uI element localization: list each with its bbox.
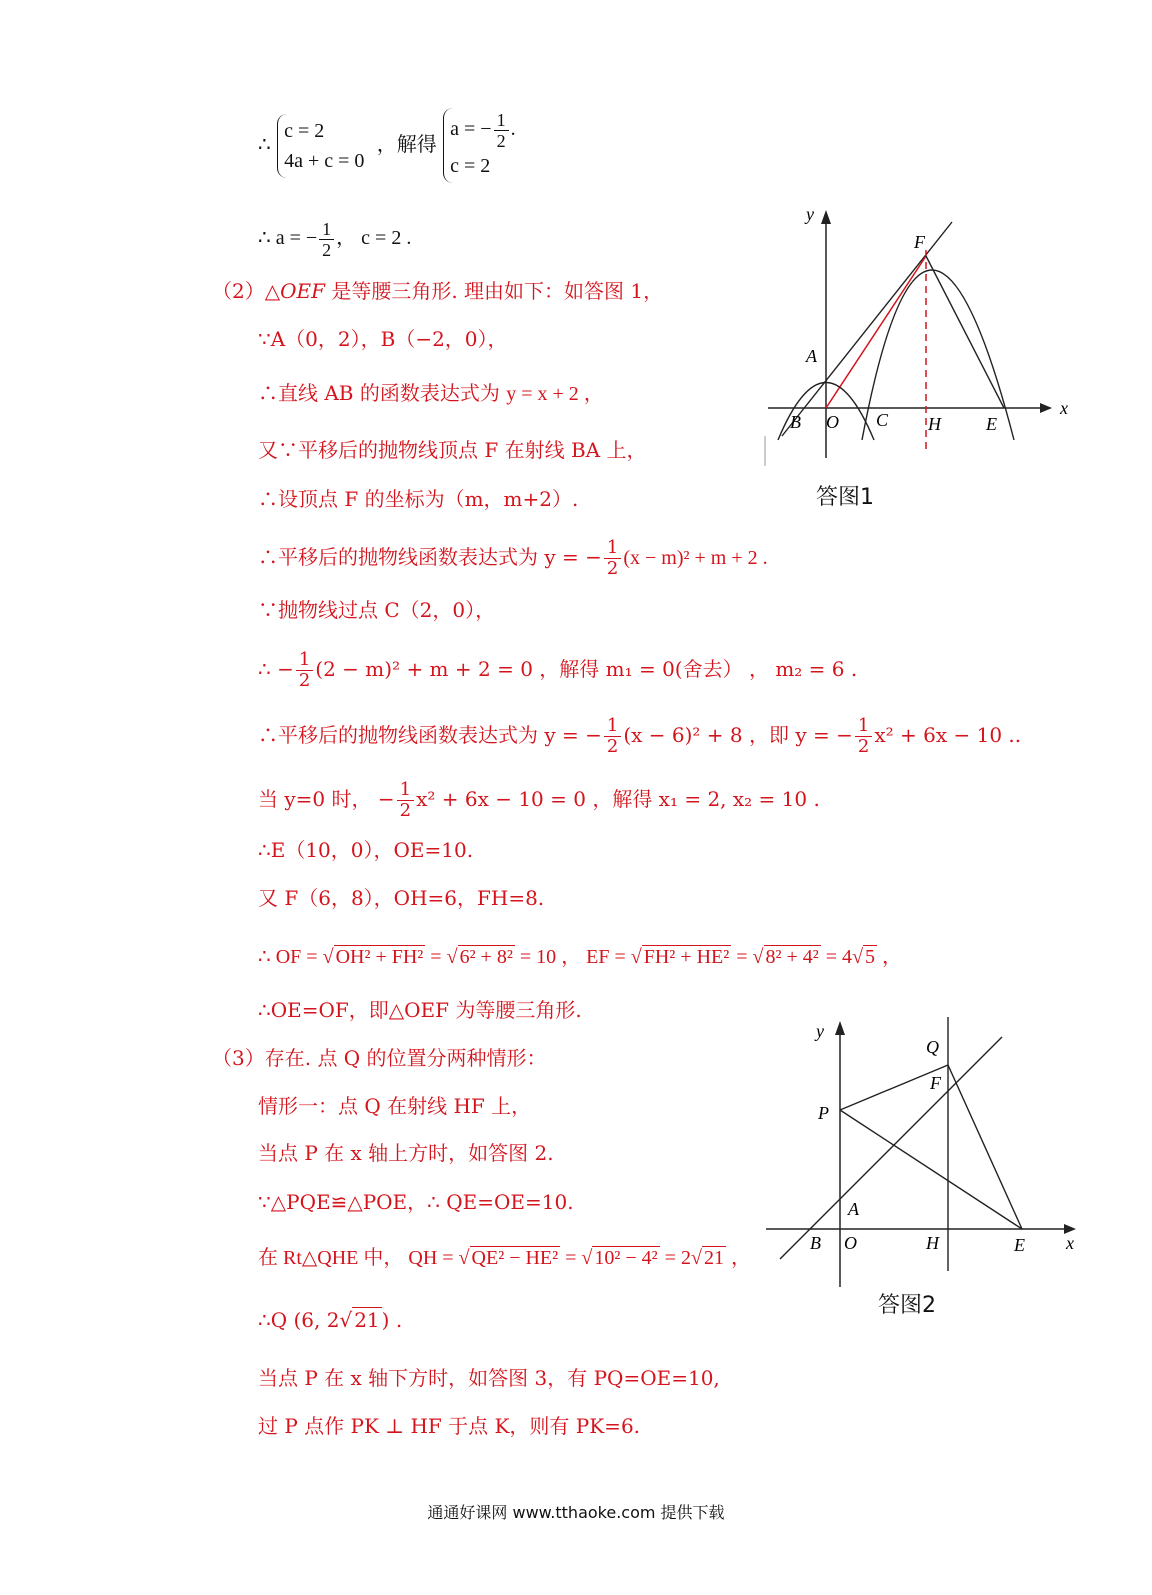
line-isosceles: ∴OE=OF，即△OEF 为等腰三角形. <box>258 998 582 1022</box>
roots-post: x² + 6x − 10 = 0 ，解得 x₁ = 2, x₂ = 10 . <box>416 787 820 811</box>
sqrt-sign: √ <box>852 946 864 968</box>
label-o: O <box>844 1233 857 1253</box>
equation-system-line <box>258 108 522 183</box>
frac-num: 1 <box>604 538 621 559</box>
label-a: A <box>806 346 817 366</box>
fraction <box>319 219 334 260</box>
label-f: F <box>930 1073 941 1093</box>
sqrt-sign: √ <box>322 946 334 968</box>
radicand: 6² + 8² <box>459 946 513 968</box>
line-of-ef <box>258 944 902 970</box>
result-pre: ∴ a = − <box>258 227 318 250</box>
line-p-above: 当点 P 在 x 轴上方时，如答图 2. <box>258 1141 554 1165</box>
solve-word: ，解得 <box>376 132 437 156</box>
sys2-eq1 <box>450 110 515 151</box>
segment-ef <box>926 256 1004 408</box>
frac-num: 1 <box>855 716 872 737</box>
figure-1-diagram <box>760 200 1090 470</box>
frac-num: 1 <box>494 110 509 131</box>
line-passes-c: ∵抛物线过点 C（2，0）， <box>258 598 496 622</box>
line-solve-m <box>258 650 857 691</box>
fraction <box>855 716 872 757</box>
part-2-heading <box>212 278 663 304</box>
sys2-eq1-end: . <box>510 118 516 141</box>
sys2-eq1-lhs: a = − <box>450 118 492 141</box>
label-c: C <box>876 410 889 430</box>
parabola-m-post: (x − m)² + m + 2 . <box>623 547 768 569</box>
eq-sign: = <box>565 1247 577 1269</box>
final-post: x² + 6x − 10 .. <box>874 723 1022 747</box>
label-x: x <box>1060 398 1068 418</box>
frac-den: 2 <box>496 131 506 151</box>
result-post: ， c = 2 . <box>336 227 412 250</box>
radicand: 8² + 4² <box>765 946 819 968</box>
q-pre: ∴Q (6, 2 <box>258 1308 340 1332</box>
sqrt-sign: √ <box>690 1247 702 1269</box>
line-qh <box>258 1245 751 1271</box>
fraction <box>604 538 621 579</box>
line-points-ab: ∵A（0，2），B（−2，0）， <box>258 327 508 351</box>
eq-sign: = <box>430 946 442 968</box>
line-ab <box>780 1037 1002 1259</box>
label-h: H <box>926 1233 939 1253</box>
frac-den: 2 <box>322 240 332 260</box>
of-pre: ∴ OF = <box>258 946 318 968</box>
label-e: E <box>986 414 997 434</box>
part-3-heading: （3）存在. 点 Q 的位置分两种情形： <box>212 1046 547 1070</box>
frac-num: 1 <box>397 780 414 801</box>
line-case-one: 情形一：点 Q 在射线 HF 上， <box>258 1094 532 1118</box>
radicand: 10² − 4² <box>594 1247 658 1269</box>
q-post: ) . <box>381 1308 403 1332</box>
radicand: FH² + HE² <box>643 946 730 968</box>
y-axis-arrow <box>821 210 831 224</box>
final-pre: ∴平移后的抛物线函数表达式为 y = − <box>258 723 602 747</box>
line-vertex-coord: ∴设顶点 F 的坐标为（m，m+2）. <box>258 487 579 511</box>
therefore-symbol: ∴ <box>258 132 271 156</box>
frac-den: 2 <box>399 800 412 821</box>
label-o: O <box>826 412 839 432</box>
final-mid: (x − 6)² + 8 ，即 y = − <box>623 723 853 747</box>
line-vertex-on-ray: 又∵平移后的抛物线顶点 F 在射线 BA 上， <box>258 438 647 462</box>
radicand: 21 <box>354 1308 380 1332</box>
label-y: y <box>806 204 814 224</box>
ab-pre: ∴直线 AB 的函数表达式为 <box>258 381 500 405</box>
parabola-m-pre: ∴平移后的抛物线函数表达式为 y = − <box>258 545 602 569</box>
segment-of <box>826 256 926 408</box>
sqrt-sign: √ <box>339 1308 353 1332</box>
part2-oef: OEF <box>280 279 325 303</box>
end-punct: ， <box>725 1247 751 1269</box>
radicand: OH² + FH² <box>335 946 424 968</box>
system-2 <box>443 108 521 183</box>
label-q: Q <box>926 1037 939 1057</box>
fraction <box>494 110 509 151</box>
line-parabola-final <box>258 716 1021 757</box>
line-point-f: 又 F（6，8），OH=6，FH=8. <box>258 886 545 910</box>
sqrt-sign: √ <box>458 1247 470 1269</box>
sys1-eq2: 4a + c = 0 <box>284 149 365 172</box>
frac-den: 2 <box>857 736 870 757</box>
figure-2-caption: 答图2 <box>878 1293 936 1318</box>
eq-sign: = <box>736 946 748 968</box>
roots-pre: 当 y=0 时， − <box>258 787 395 811</box>
radicand: 21 <box>703 1247 724 1269</box>
y-axis-arrow <box>835 1021 845 1035</box>
sqrt-sign: √ <box>446 946 458 968</box>
sys1-eq1: c = 2 <box>284 119 325 142</box>
system-1 <box>277 114 370 178</box>
line-congruent: ∵△PQE≌△POE，∴ QE=OE=10. <box>258 1190 574 1214</box>
part2-pre: （2）△ <box>212 279 281 303</box>
label-f: F <box>914 232 925 252</box>
footer-source: 通通好课网 www.tthaoke.com 提供下载 <box>427 1503 725 1522</box>
sys2-eq2: c = 2 <box>450 155 491 177</box>
frac-den: 2 <box>606 736 619 757</box>
frac-den: 2 <box>606 558 619 579</box>
solve-m-pre: ∴ − <box>258 657 294 681</box>
radicand: 5 <box>865 946 876 968</box>
label-p: P <box>818 1103 829 1123</box>
line-point-q <box>258 1307 402 1333</box>
fraction <box>604 716 621 757</box>
sqrt-sign: √ <box>630 946 642 968</box>
label-y: y <box>816 1021 824 1041</box>
sqrt-sign: √ <box>752 946 764 968</box>
label-b: B <box>810 1233 821 1253</box>
line-ab-expression <box>258 380 604 407</box>
line-point-e: ∴E（10，0），OE=10. <box>258 838 474 862</box>
fraction <box>296 650 313 691</box>
radicand: QE² − HE² <box>471 1247 559 1269</box>
qh-pre: 在 Rt△QHE 中， QH = <box>258 1247 454 1269</box>
label-h: H <box>928 414 941 434</box>
frac-num: 1 <box>604 716 621 737</box>
figure-1-caption: 答图1 <box>816 485 874 510</box>
figure-2-diagram <box>760 1015 1090 1295</box>
label-x: x <box>1066 1233 1074 1253</box>
label-e: E <box>1014 1235 1025 1255</box>
label-a: A <box>848 1199 859 1219</box>
qh-value: = 2 <box>664 1247 691 1269</box>
fraction <box>397 780 414 821</box>
label-b: B <box>790 412 801 432</box>
x-axis-arrow <box>1040 403 1052 413</box>
line-p-below: 当点 P 在 x 轴下方时，如答图 3，有 PQ=OE=10, <box>258 1366 720 1390</box>
result-line <box>258 219 411 260</box>
line-pk: 过 P 点作 PK ⊥ HF 于点 K，则有 PK=6. <box>258 1414 641 1438</box>
ab-eq: y = x + 2 ， <box>506 383 604 405</box>
solve-m-post: (2 − m)² + m + 2 = 0 ，解得 m₁ = 0(舍去） ， m₂ = 6 . <box>315 657 858 681</box>
ef-value: = 4 <box>825 946 853 968</box>
frac-den: 2 <box>298 670 311 691</box>
line-roots <box>258 780 820 821</box>
end-punct: ， <box>877 946 903 968</box>
frac-num: 1 <box>319 219 334 240</box>
sqrt-sign: √ <box>581 1247 593 1269</box>
part2-post: 是等腰三角形. 理由如下：如答图 1， <box>324 279 664 303</box>
of-mid: = 10 ， EF = <box>519 946 626 968</box>
frac-num: 1 <box>296 650 313 671</box>
line-parabola-m <box>258 538 768 579</box>
